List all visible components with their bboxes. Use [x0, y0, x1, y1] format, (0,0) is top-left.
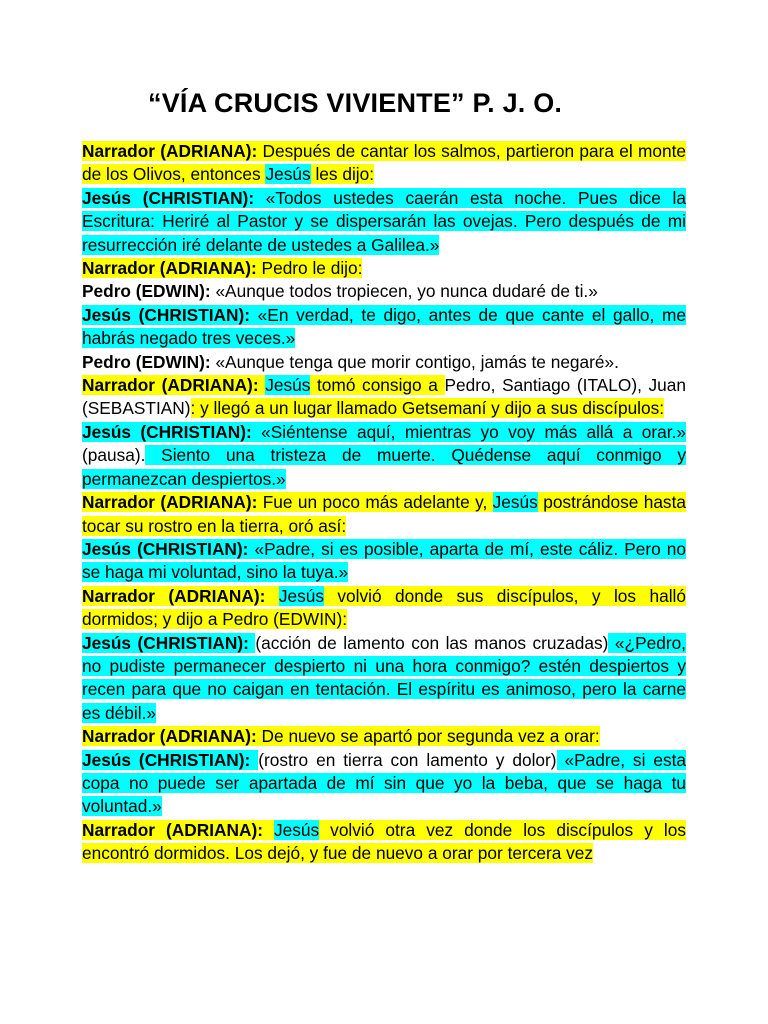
dialogue-text: les dijo:: [310, 164, 375, 185]
script-paragraph: [82, 140, 686, 187]
dialogue-text: Después de cantar los salmos, partieron para el monte de los Olivos, entonces: [82, 141, 686, 185]
speaker-label: Narrador (ADRIANA):: [82, 726, 257, 747]
dialogue-text: (pausa).: [82, 445, 146, 466]
script-paragraph: [82, 280, 686, 303]
dialogue-text: «Aunque todos tropiecen, yo nunca dudaré de ti.»: [210, 281, 598, 302]
speaker-label: Jesús (CHRISTIAN):: [82, 632, 249, 653]
script-paragraph: [82, 725, 686, 748]
dialogue-text: (acción de lamento con las manos cruzadas): [255, 632, 609, 653]
dialogue-text: [265, 586, 278, 606]
dialogue-text: Jesús: [278, 585, 324, 606]
script-paragraph: [82, 374, 686, 421]
script-paragraph: [82, 491, 686, 538]
script-body: [82, 140, 686, 866]
dialogue-text: Jesús: [274, 819, 320, 840]
dialogue-text: «Todos ustedes caerán esta noche. Pues dice la Escritura: Heriré al Pastor y se dispersarán las ovejas. Pero después de mi resurrección iré delante de ustedes a Galilea.»: [82, 187, 687, 255]
script-paragraph: [82, 351, 686, 374]
speaker-label: Pedro (EDWIN):: [82, 281, 211, 302]
dialogue-text: volvió otra vez donde los discípulos y los encontró dormidos. Los dejó, y fue de nuevo a orar por tercera vez: [82, 819, 686, 864]
script-paragraph: [82, 538, 686, 585]
speaker-label: Narrador (ADRIANA):: [82, 375, 259, 396]
dialogue-text: «¿Pedro, no pudiste permanecer despierto ni una hora conmigo? estén despiertos y recen para que no caigan en tentación. El espíritu es animoso, pero la carne es débil.»: [82, 632, 686, 723]
dialogue-text: Jesús: [492, 492, 538, 513]
dialogue-text: «Padre, si es posible, aparta de mí, este cáliz. Pero no se haga mi voluntad, sino la tuya.»: [82, 538, 686, 583]
script-paragraph: [82, 585, 686, 632]
script-paragraph: [82, 819, 686, 866]
script-paragraph: [82, 187, 686, 257]
dialogue-text: [263, 820, 274, 840]
document-title: “VÍA CRUCIS VIVIENTE” P. J. O.: [148, 88, 563, 118]
dialogue-text: Jesús: [265, 164, 311, 185]
dialogue-text: «Siéntense aquí, mientras yo voy más allá a orar.»: [251, 421, 686, 442]
script-paragraph: [82, 304, 686, 351]
speaker-label: Narrador (ADRIANA):: [82, 819, 263, 840]
script-paragraph: [82, 421, 686, 491]
speaker-label: Narrador (ADRIANA):: [82, 585, 266, 606]
dialogue-text: Pedro, Santiago (ITALO), Juan (SEBASTIAN): [82, 375, 686, 419]
dialogue-text: postrándose hasta tocar su rostro en la tierra, oró así:: [82, 492, 686, 536]
dialogue-text: volvió donde sus discípulos, y los halló dormidos; y dijo a Pedro (EDWIN):: [82, 585, 686, 630]
dialogue-text: «En verdad, te digo, antes de que cante el gallo, me habrás negado tres veces.»: [82, 304, 686, 349]
speaker-label: Jesús (CHRISTIAN):: [82, 187, 255, 208]
dialogue-text: De nuevo se apartó por segunda vez a orar:: [256, 726, 600, 747]
dialogue-text: «Aunque tenga que morir contigo, jamás te negaré».: [210, 351, 619, 372]
speaker-label: Jesús (CHRISTIAN):: [82, 421, 252, 442]
dialogue-text: «Padre, si esta copa no puede ser apartada de mí sin que yo la beba, que se haga tu voluntad.»: [82, 749, 687, 817]
speaker-label: Narrador (ADRIANA):: [82, 141, 258, 161]
script-paragraph: [82, 257, 686, 280]
speaker-label: Pedro (EDWIN):: [82, 351, 211, 372]
dialogue-text: Siento una tristeza de muerte. Quédense aquí conmigo y permanezcan despiertos.»: [82, 445, 686, 489]
speaker-label: Narrador (ADRIANA):: [82, 492, 258, 513]
speaker-label: Jesús (CHRISTIAN):: [82, 538, 249, 559]
script-paragraph: [82, 749, 686, 819]
dialogue-text: Jesús: [265, 375, 311, 396]
script-paragraph: [82, 632, 686, 726]
speaker-label: Narrador (ADRIANA):: [82, 258, 257, 279]
dialogue-text: tomó consigo a: [310, 375, 445, 396]
speaker-label: Jesús (CHRISTIAN):: [82, 749, 251, 770]
speaker-label: Jesús (CHRISTIAN):: [82, 304, 251, 325]
dialogue-text: : y llegó a un lugar llamado Getsemaní y dijo a sus discípulos:: [190, 398, 665, 419]
dialogue-text: (rostro en tierra con lamento y dolor): [258, 749, 557, 770]
dialogue-text: Fue un poco más adelante y,: [257, 492, 493, 513]
dialogue-text: Pedro le dijo:: [256, 258, 363, 279]
